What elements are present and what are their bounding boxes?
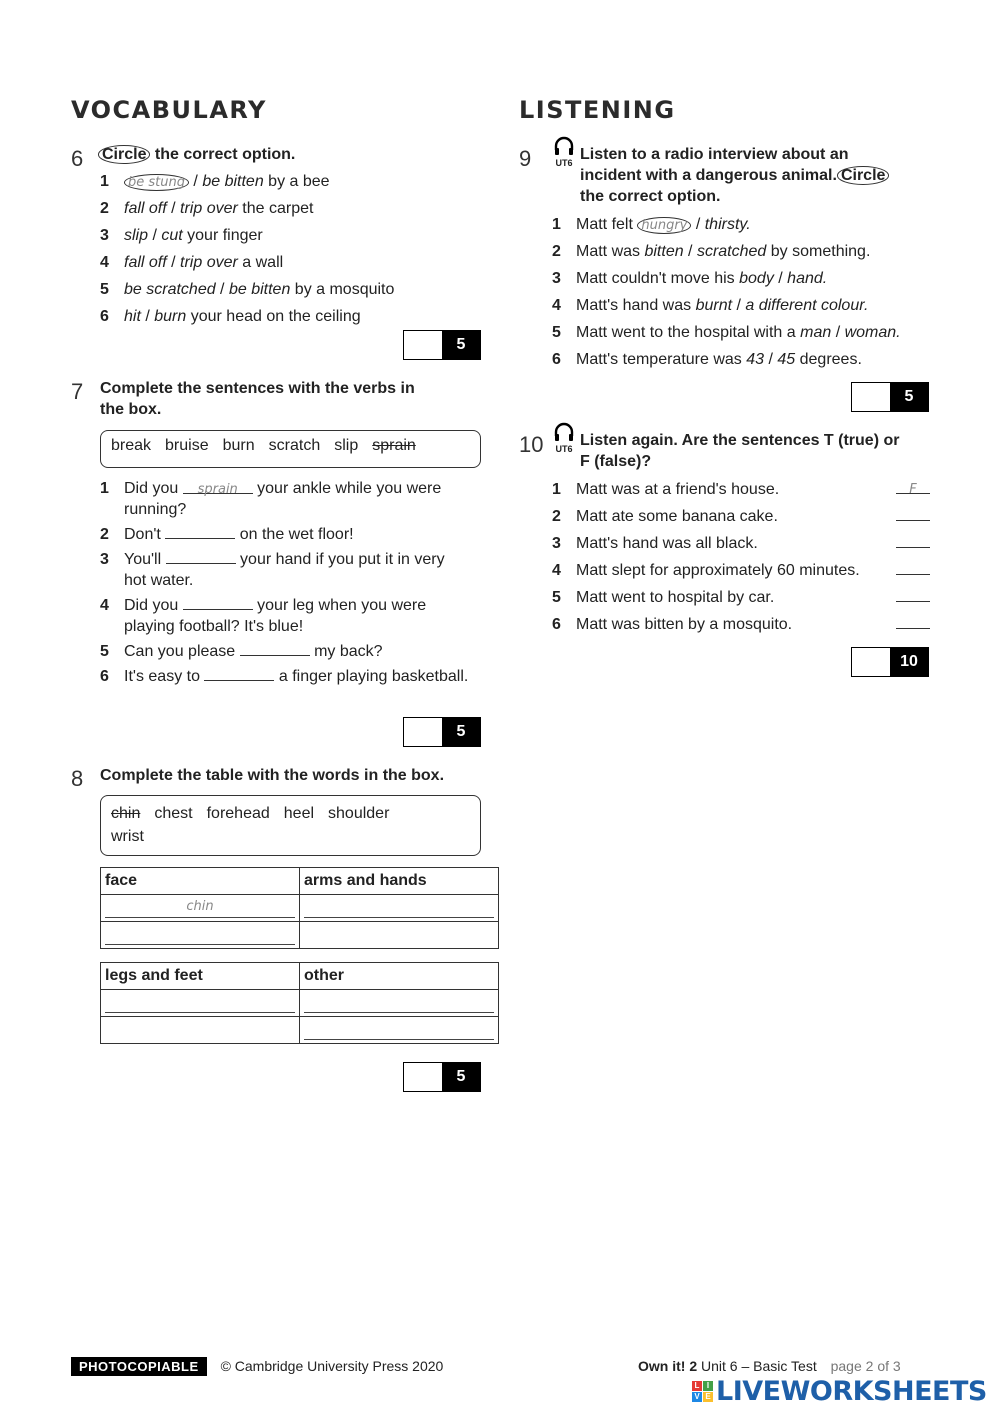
separator: / bbox=[691, 216, 705, 233]
item-text: Matt's temperature was bbox=[576, 351, 747, 368]
separator: / bbox=[140, 308, 155, 325]
item-text: my back? bbox=[309, 643, 383, 660]
score-total: 5 bbox=[442, 718, 480, 746]
table-face-arms bbox=[100, 867, 499, 949]
option-b[interactable]: burn bbox=[154, 308, 187, 325]
item-text: playing football? It's blue! bbox=[124, 618, 304, 635]
option-a[interactable]: be scratched bbox=[124, 281, 216, 298]
headphones-icon bbox=[553, 136, 575, 168]
item-text: a finger playing basketball. bbox=[274, 668, 469, 685]
option-a[interactable]: fall off bbox=[124, 200, 167, 217]
table-cell[interactable] bbox=[300, 895, 499, 922]
list-item bbox=[100, 252, 394, 279]
separator: / bbox=[166, 200, 181, 217]
word-box-item: break bbox=[111, 437, 152, 454]
item-text: Matt was bbox=[576, 243, 645, 260]
item-number: 1 bbox=[100, 480, 109, 497]
answer-blank[interactable] bbox=[165, 524, 235, 539]
score-input[interactable] bbox=[852, 648, 890, 676]
score-total: 10 bbox=[890, 648, 928, 676]
item-text: your leg when you were bbox=[252, 597, 427, 614]
table-legs-other bbox=[100, 962, 499, 1044]
q10-score-box bbox=[851, 647, 929, 677]
option-a[interactable]: be stung bbox=[124, 174, 189, 191]
true-false-blank[interactable] bbox=[896, 533, 930, 548]
q10-instruction: Listen again. Are the sentences T (true) or F (false)? bbox=[580, 432, 900, 470]
item-text: Matt's hand was all black. bbox=[576, 535, 758, 552]
separator: / bbox=[773, 270, 788, 287]
example-answer: chin bbox=[105, 899, 295, 918]
question-number: 9 bbox=[519, 146, 532, 171]
liveworksheets-logo bbox=[692, 1376, 987, 1407]
list-item bbox=[100, 306, 394, 333]
track-label: UT6 bbox=[555, 444, 573, 454]
circle-word: Circle bbox=[837, 166, 889, 185]
word-box-item: chest bbox=[154, 805, 193, 822]
item-number: 3 bbox=[100, 227, 109, 244]
answer-blank[interactable] bbox=[183, 595, 253, 610]
separator: / bbox=[166, 254, 181, 271]
list-item bbox=[100, 549, 468, 591]
item-text: Did you bbox=[124, 597, 183, 614]
item-text: by a bee bbox=[263, 173, 330, 190]
header-other: other bbox=[300, 963, 499, 990]
score-input[interactable] bbox=[852, 383, 890, 411]
item-text: your hand if you put it in very bbox=[235, 551, 445, 568]
list-item bbox=[552, 506, 930, 533]
item-number: 4 bbox=[552, 297, 561, 314]
separator: / bbox=[188, 173, 203, 190]
table-cell[interactable] bbox=[300, 922, 499, 949]
item-text: Did you bbox=[124, 480, 183, 497]
item-number: 6 bbox=[552, 616, 561, 633]
table-cell[interactable] bbox=[101, 922, 300, 949]
score-total: 5 bbox=[890, 383, 928, 411]
option-b[interactable]: 45 bbox=[777, 351, 796, 368]
vocabulary-heading: VOCABULARY bbox=[71, 96, 267, 124]
separator: / bbox=[215, 281, 229, 298]
option-b[interactable]: trip over bbox=[180, 254, 238, 271]
item-number: 1 bbox=[100, 173, 109, 190]
q6-instruction: Circle the correct option. bbox=[98, 144, 295, 165]
item-number: 4 bbox=[100, 597, 109, 614]
list-item bbox=[552, 533, 930, 560]
header-legs-feet: legs and feet bbox=[101, 963, 300, 990]
score-total: 5 bbox=[442, 1063, 480, 1091]
option-a[interactable]: fall off bbox=[124, 254, 167, 271]
q10-items bbox=[552, 479, 930, 641]
item-number: 2 bbox=[100, 200, 109, 217]
q9-instruction: Listen to a radio interview about an incident with a dangerous animal. Circle the correct option. bbox=[580, 144, 889, 207]
item-text: Matt ate some banana cake. bbox=[576, 508, 778, 525]
unit-label: Unit 6 bbox=[701, 1358, 738, 1374]
item-text: by something. bbox=[766, 243, 871, 260]
list-item bbox=[100, 641, 468, 662]
word-box-item: slip bbox=[334, 437, 359, 454]
separator: / bbox=[683, 243, 697, 260]
table-cell[interactable] bbox=[300, 1017, 499, 1044]
item-text: Matt felt bbox=[576, 216, 638, 233]
headphones-icon bbox=[553, 422, 575, 454]
question-number: 10 bbox=[519, 432, 544, 457]
item-text: Matt was bitten by a mosquito. bbox=[576, 616, 793, 633]
q7-instruction: Complete the sentences with the verbs in the box. bbox=[100, 380, 415, 418]
list-item bbox=[552, 241, 901, 268]
true-false-blank[interactable] bbox=[896, 560, 930, 575]
list-item bbox=[552, 214, 901, 241]
item-number: 2 bbox=[100, 526, 109, 543]
option-a[interactable]: man bbox=[800, 324, 832, 341]
item-text: Matt was at a friend's house. bbox=[576, 481, 780, 498]
list-item bbox=[100, 478, 468, 520]
separator: / bbox=[148, 227, 162, 244]
item-text: hot water. bbox=[124, 572, 194, 589]
option-b[interactable]: scratched bbox=[696, 243, 767, 260]
item-number: 4 bbox=[100, 254, 109, 271]
option-b[interactable]: thirsty. bbox=[704, 216, 751, 233]
word-box-item: burn bbox=[222, 437, 255, 454]
item-text: your finger bbox=[182, 227, 263, 244]
separator: / bbox=[732, 297, 746, 314]
item-number: 3 bbox=[100, 551, 109, 568]
listening-heading: LISTENING bbox=[519, 96, 676, 124]
option-b[interactable]: cut bbox=[161, 227, 183, 244]
table-cell[interactable] bbox=[300, 990, 499, 1017]
item-number: 6 bbox=[100, 308, 109, 325]
separator: / bbox=[831, 324, 845, 341]
header-arms-hands: arms and hands bbox=[300, 868, 499, 895]
question-number: 7 bbox=[71, 379, 84, 404]
question-number: 6 bbox=[71, 146, 84, 171]
q7-items bbox=[100, 478, 468, 691]
score-total: 5 bbox=[442, 331, 480, 359]
item-text: Can you please bbox=[124, 643, 240, 660]
option-a[interactable]: 43 bbox=[746, 351, 765, 368]
answer-blank[interactable] bbox=[166, 549, 236, 564]
item-text: running? bbox=[124, 501, 187, 518]
list-item bbox=[552, 322, 901, 349]
list-item bbox=[552, 268, 901, 295]
score-input[interactable] bbox=[404, 331, 442, 359]
item-number: 6 bbox=[552, 351, 561, 368]
item-number: 5 bbox=[552, 589, 561, 606]
list-item bbox=[100, 279, 394, 306]
option-b[interactable]: trip over bbox=[180, 200, 238, 217]
list-item bbox=[100, 225, 394, 252]
item-number: 3 bbox=[552, 270, 561, 287]
option-b[interactable]: a different colour. bbox=[745, 297, 869, 314]
q7-score-box bbox=[403, 717, 481, 747]
item-number: 4 bbox=[552, 562, 561, 579]
word-box-item: sprain bbox=[372, 437, 416, 454]
true-false-blank[interactable] bbox=[896, 506, 930, 521]
option-a[interactable]: hungry bbox=[637, 217, 691, 234]
item-text: by a mosquito bbox=[290, 281, 395, 298]
table-cell[interactable] bbox=[101, 895, 300, 922]
list-item bbox=[100, 171, 394, 198]
item-number: 5 bbox=[552, 324, 561, 341]
logo-blocks-icon: L I V E bbox=[692, 1381, 713, 1402]
answer-blank[interactable]: sprain bbox=[183, 479, 253, 494]
option-a[interactable]: slip bbox=[124, 227, 149, 244]
item-number: 6 bbox=[100, 668, 109, 685]
list-item bbox=[100, 595, 468, 637]
item-number: 5 bbox=[100, 281, 109, 298]
item-text: Don't bbox=[124, 526, 166, 543]
item-number: 1 bbox=[552, 481, 561, 498]
book-title: Own it! 2 bbox=[638, 1358, 698, 1374]
score-input[interactable] bbox=[404, 718, 442, 746]
item-text: degrees. bbox=[795, 351, 862, 368]
option-b[interactable]: hand. bbox=[787, 270, 828, 287]
list-item bbox=[552, 479, 930, 506]
list-item bbox=[552, 560, 930, 587]
true-false-blank[interactable] bbox=[896, 587, 930, 602]
footer-right bbox=[638, 1358, 901, 1374]
word-box-item: forehead bbox=[206, 805, 270, 822]
item-text: Matt went to hospital by car. bbox=[576, 589, 775, 606]
copyright: © Cambridge University Press 2020 bbox=[220, 1358, 444, 1374]
answer-blank[interactable] bbox=[204, 666, 274, 681]
item-text: Matt couldn't move his bbox=[576, 270, 740, 287]
true-false-blank[interactable] bbox=[896, 614, 930, 629]
option-a[interactable]: burnt bbox=[695, 297, 733, 314]
word-box-item: heel bbox=[283, 805, 315, 822]
item-text: your ankle while you were bbox=[252, 480, 442, 497]
q6-items bbox=[100, 171, 394, 333]
q8-score-box bbox=[403, 1062, 481, 1092]
item-text: your head on the ceiling bbox=[186, 308, 361, 325]
option-b[interactable]: woman. bbox=[844, 324, 901, 341]
option-a[interactable]: bitten bbox=[644, 243, 684, 260]
word-box-item: wrist bbox=[111, 828, 144, 845]
test-label: Basic Test bbox=[753, 1358, 817, 1374]
circle-word: Circle bbox=[98, 145, 150, 164]
separator: / bbox=[764, 351, 778, 368]
item-text: Matt slept for approximately 60 minutes. bbox=[576, 562, 860, 579]
page-number: page 2 of 3 bbox=[830, 1358, 901, 1374]
brand-name: LIVEWORKSHEETS bbox=[716, 1376, 987, 1407]
q6-score-box bbox=[403, 330, 481, 360]
item-text: Matt went to the hospital with a bbox=[576, 324, 801, 341]
score-input[interactable] bbox=[404, 1063, 442, 1091]
header-face: face bbox=[101, 868, 300, 895]
answer-blank[interactable] bbox=[240, 641, 310, 656]
item-text: It's easy to bbox=[124, 668, 205, 685]
q7-word-box bbox=[100, 430, 481, 468]
true-false-blank[interactable]: F bbox=[896, 479, 930, 494]
option-a[interactable]: body bbox=[739, 270, 774, 287]
list-item bbox=[100, 666, 468, 687]
item-text: Matt's hand was bbox=[576, 297, 696, 314]
word-box-item: chin bbox=[111, 805, 141, 822]
q8-instruction: Complete the table with the words in the box. bbox=[100, 767, 445, 784]
item-number: 2 bbox=[552, 243, 561, 260]
item-text: on the wet floor! bbox=[235, 526, 354, 543]
word-box-item: scratch bbox=[268, 437, 321, 454]
item-number: 2 bbox=[552, 508, 561, 525]
table-cell[interactable] bbox=[101, 990, 300, 1017]
table-cell[interactable] bbox=[101, 1017, 300, 1044]
track-label: UT6 bbox=[555, 158, 573, 168]
item-number: 1 bbox=[552, 216, 561, 233]
word-box-item: bruise bbox=[165, 437, 209, 454]
option-b[interactable]: be bitten bbox=[228, 281, 291, 298]
item-number: 3 bbox=[552, 535, 561, 552]
q9-score-box bbox=[851, 382, 929, 412]
option-b[interactable]: be bitten bbox=[202, 173, 264, 190]
footer-left bbox=[71, 1358, 443, 1374]
list-item bbox=[552, 295, 901, 322]
q9-items bbox=[552, 214, 901, 376]
dash: – bbox=[741, 1358, 750, 1374]
option-a[interactable]: hit bbox=[124, 308, 141, 325]
list-item bbox=[100, 524, 468, 545]
list-item bbox=[552, 349, 901, 376]
question-number: 8 bbox=[71, 766, 84, 791]
item-text: a wall bbox=[237, 254, 284, 271]
list-item bbox=[100, 198, 394, 225]
item-text: You'll bbox=[124, 551, 166, 568]
item-text: the carpet bbox=[237, 200, 314, 217]
list-item bbox=[552, 614, 930, 641]
photocopiable-badge: PHOTOCOPIABLE bbox=[71, 1357, 207, 1376]
list-item bbox=[552, 587, 930, 614]
word-box-item: shoulder bbox=[328, 805, 390, 822]
q8-word-box bbox=[100, 795, 481, 856]
item-number: 5 bbox=[100, 643, 109, 660]
